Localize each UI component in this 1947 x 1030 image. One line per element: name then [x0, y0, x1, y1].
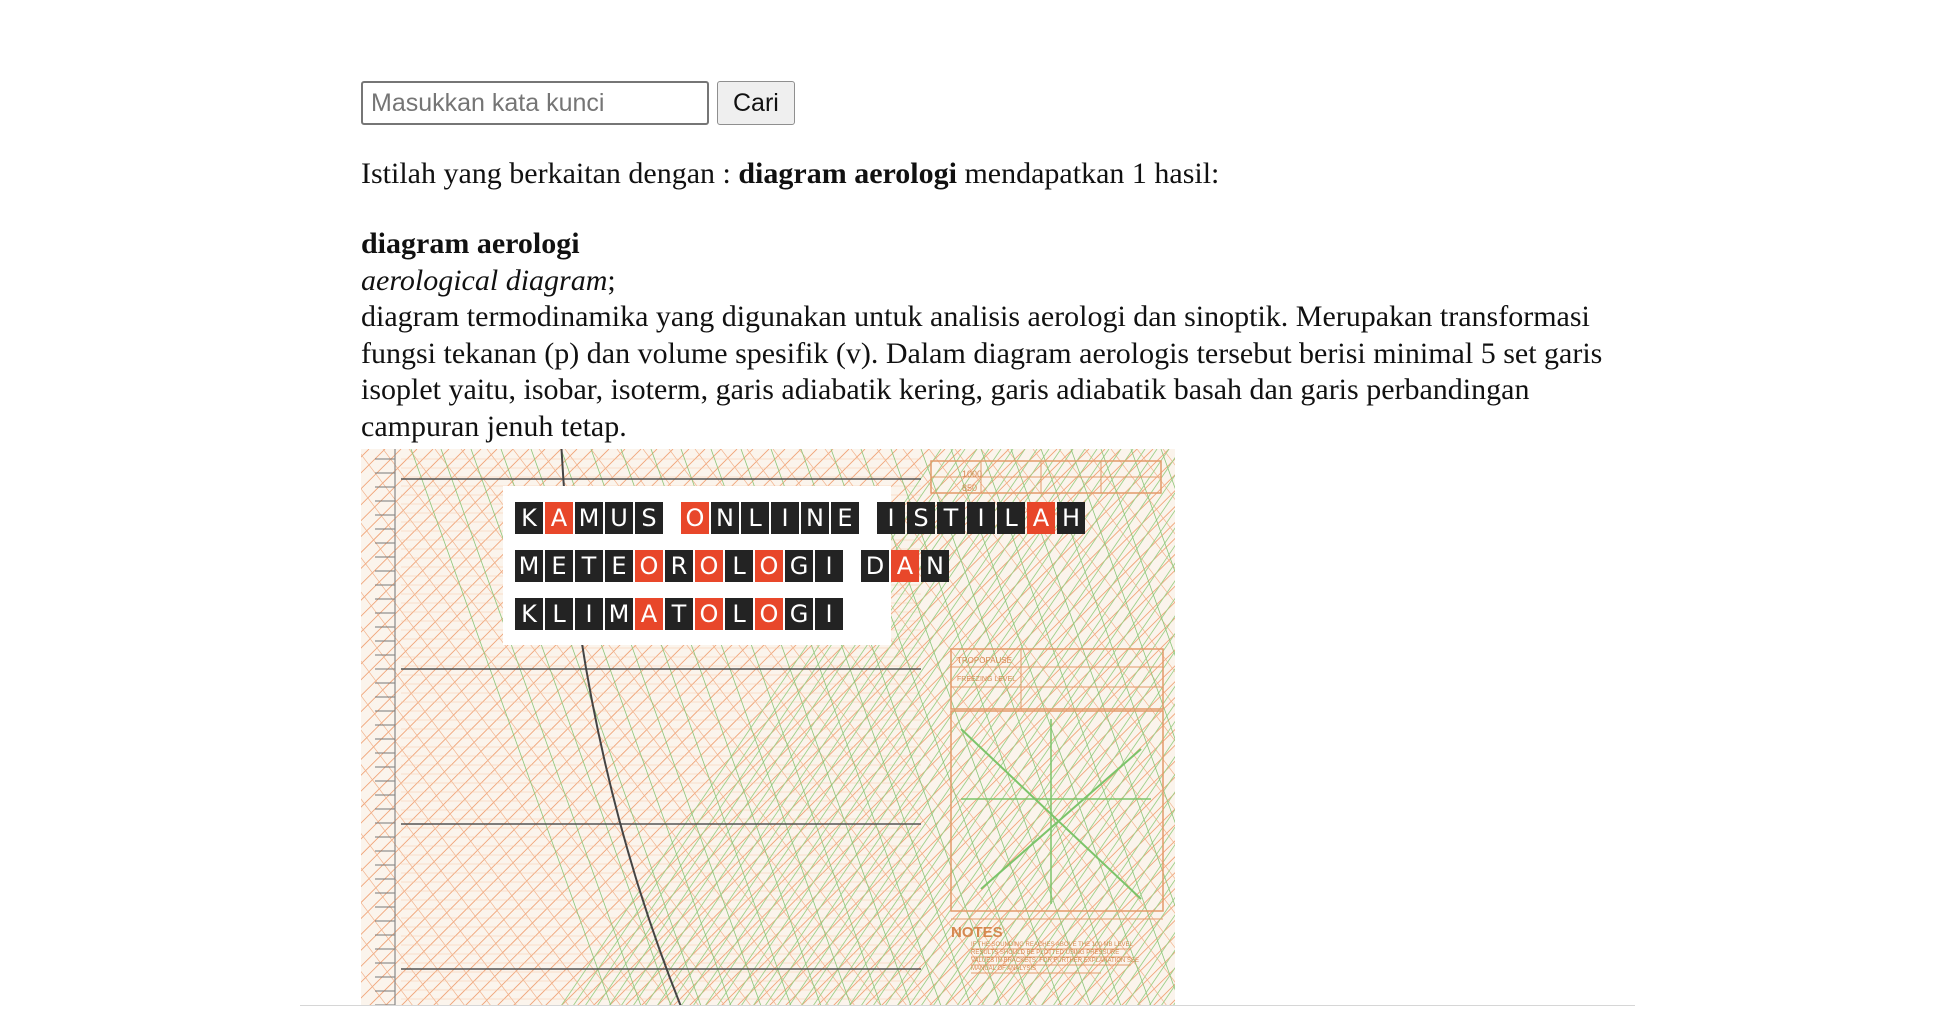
entry-term: diagram aerologi	[361, 227, 580, 260]
logo-letter-tile: E	[831, 502, 859, 534]
bottom-divider	[300, 1005, 1635, 1006]
logo-letter-tile: T	[937, 502, 965, 534]
logo-letter-tile: L	[545, 598, 573, 630]
logo-line-2	[515, 550, 951, 582]
logo-letter-tile: O	[695, 550, 723, 582]
logo-letter-tile: L	[725, 550, 753, 582]
summary-suffix: mendapatkan 1 hasil:	[956, 157, 1220, 190]
logo-letter-tile: N	[711, 502, 739, 534]
logo-letter-tile: E	[605, 550, 633, 582]
logo-gap	[861, 502, 877, 534]
logo-letter-tile: M	[575, 502, 603, 534]
logo-letter-tile: M	[605, 598, 633, 630]
label-1000: 1000	[962, 469, 983, 479]
logo-letter-tile: N	[921, 550, 949, 582]
logo-letter-tile: K	[515, 502, 543, 534]
logo-letter-tile: I	[771, 502, 799, 534]
logo-gap	[665, 502, 681, 534]
search-form	[361, 80, 1621, 126]
logo-letter-tile: D	[861, 550, 889, 582]
logo-letter-tile: M	[515, 550, 543, 582]
logo-letter-tile: E	[545, 550, 573, 582]
logo-letter-tile: K	[515, 598, 543, 630]
logo-letter-tile: I	[575, 598, 603, 630]
logo-letter-tile: A	[545, 502, 573, 534]
logo-letter-tile: S	[907, 502, 935, 534]
logo-letter-tile: A	[1027, 502, 1055, 534]
logo-gap	[845, 550, 861, 582]
logo-letter-tile: A	[635, 598, 663, 630]
label-850: 850	[962, 483, 978, 493]
logo-letter-tile: G	[785, 550, 813, 582]
logo-letter-tile: I	[815, 550, 843, 582]
entry-english: aerological diagram	[361, 263, 608, 297]
label-notes: NOTES	[951, 924, 1003, 941]
label-freezing: FREEZING LEVEL	[957, 676, 1017, 683]
entry-english-line	[361, 264, 616, 297]
logo-letter-tile: O	[695, 598, 723, 630]
logo-letter-tile: L	[741, 502, 769, 534]
logo-letter-tile: U	[605, 502, 633, 534]
logo-letter-tile: I	[815, 598, 843, 630]
logo-line-3	[515, 598, 845, 630]
result-entry	[361, 226, 1641, 445]
logo-line-1	[515, 502, 1087, 534]
logo-letter-tile: I	[967, 502, 995, 534]
logo-letter-tile: O	[635, 550, 663, 582]
search-button[interactable]: Cari	[717, 81, 795, 125]
summary-term: diagram aerologi	[738, 157, 957, 190]
search-input[interactable]	[361, 81, 709, 125]
logo-letter-tile: T	[575, 550, 603, 582]
logo-letter-tile: O	[755, 550, 783, 582]
logo-letter-tile: O	[681, 502, 709, 534]
logo-letter-tile: A	[891, 550, 919, 582]
logo-letter-tile: G	[785, 598, 813, 630]
logo-letter-tile: L	[997, 502, 1025, 534]
label-notes-text: IF THE SOUNDING REACHES ABOVE THE 100 MB LEVEL RESULTS SHOULD BE PLOTTED USING PRESSURE VALUES IN BRACKETS. FOR FURTHER EXPLANATION SEE MANUAL OF ANALYSIS	[971, 942, 1140, 972]
logo-letter-tile: L	[725, 598, 753, 630]
entry-separator: ;	[607, 263, 616, 297]
label-tropopause: TROPOPAUSE	[957, 656, 1012, 665]
logo-letter-tile: O	[755, 598, 783, 630]
result-summary	[361, 156, 1621, 192]
entry-definition: diagram termodinamika yang digunakan untuk analisis aerologi dan sinoptik. Merupakan transformasi fungsi tekanan (p) dan volume spesifik (v). Dalam diagram aerologis tersebut berisi minimal 5 set garis isoplet yaitu, isobar, isoterm, garis adiabatik kering, garis adiabatik basah dan garis perbandingan campuran jenuh tetap.	[361, 300, 1603, 443]
main-content	[361, 80, 1621, 445]
logo-letter-tile: S	[635, 502, 663, 534]
logo-letter-tile: I	[877, 502, 905, 534]
logo-letter-tile: T	[665, 598, 693, 630]
logo-letter-tile: N	[801, 502, 829, 534]
logo-letter-tile: H	[1057, 502, 1085, 534]
logo-letter-tile: R	[665, 550, 693, 582]
summary-prefix: Istilah yang berkaitan dengan :	[361, 157, 739, 190]
